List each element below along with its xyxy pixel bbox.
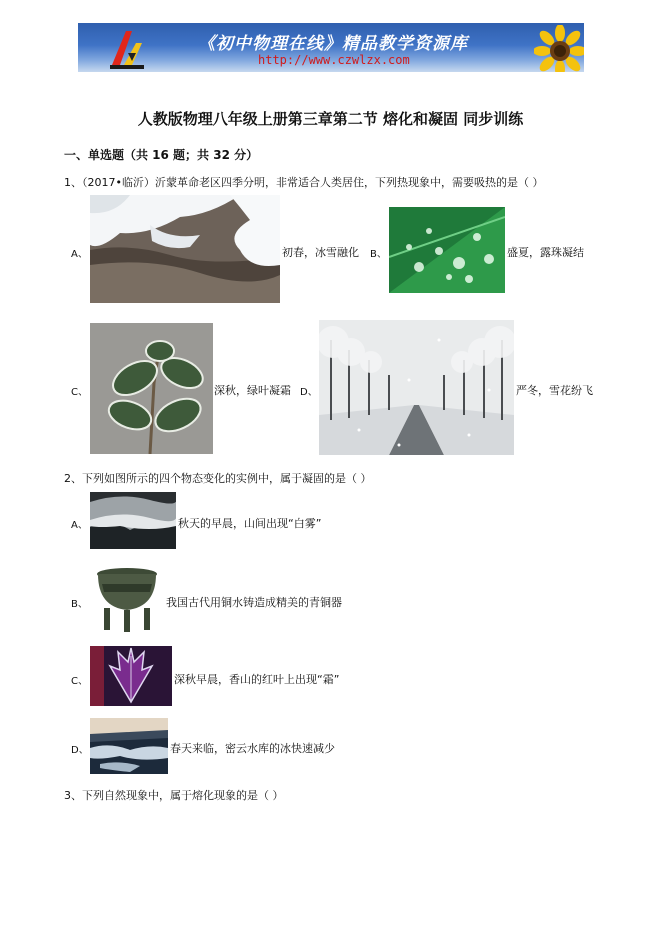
question-3-stem: 3、下列自然现象中，属于熔化现象的是（ ）: [64, 789, 284, 802]
melting-ice-reservoir-photo-icon: [90, 718, 168, 774]
dew-on-leaf-photo-icon: [389, 207, 505, 293]
sunflower-icon: [534, 25, 584, 72]
option-text: 秋天的早晨，山间出现“白雾”: [178, 517, 322, 530]
option-text: 深秋，绿叶凝霜: [214, 384, 291, 397]
mountain-fog-photo-icon: [90, 492, 176, 549]
option-label: B、: [370, 249, 387, 260]
option-label: C、: [71, 676, 88, 687]
option-label: A、: [71, 249, 88, 260]
header-banner: [78, 23, 584, 72]
frost-leaves-photo-icon: [90, 323, 213, 454]
question-2-stem: 2、下列如图所示的四个物态变化的实例中，属于凝固的是（ ）: [64, 472, 372, 485]
option-label: D、: [71, 745, 89, 756]
option-text: 初春，冰雪融化: [282, 246, 359, 259]
option-label: A、: [71, 520, 88, 531]
snowy-road-photo-icon: [319, 320, 514, 455]
option-text: 深秋早晨，香山的红叶上出现“霜”: [174, 673, 340, 686]
banner-url: http://www.czwlzx.com: [258, 53, 410, 67]
frost-red-leaf-photo-icon: [90, 646, 172, 706]
section-heading: 一、单选题（共 16 题；共 32 分）: [64, 148, 259, 162]
bronze-vessel-photo-icon: [90, 562, 164, 636]
option-label: B、: [71, 599, 88, 610]
option-text: 我国古代用铜水铸造成精美的青铜器: [166, 596, 342, 609]
option-label: C、: [71, 387, 88, 398]
question-1-stem: 1、（2017•临沂）沂蒙革命老区四季分明，非常适合人类居住，下列热现象中，需要吸热的是（ ）: [64, 176, 544, 189]
document-title: 人教版物理八年级上册第三章第二节 熔化和凝固 同步训练: [137, 110, 524, 128]
site-logo-icon: [106, 27, 148, 69]
banner-title: 《初中物理在线》精品教学资源库: [198, 34, 468, 54]
option-text: 严冬，雪花纷飞: [516, 384, 593, 397]
melting-snow-stream-photo-icon: [90, 195, 280, 303]
option-label: D、: [300, 387, 318, 398]
option-text: 春天来临，密云水库的冰快速减少: [170, 742, 335, 755]
option-text: 盛夏，露珠凝结: [507, 246, 584, 259]
